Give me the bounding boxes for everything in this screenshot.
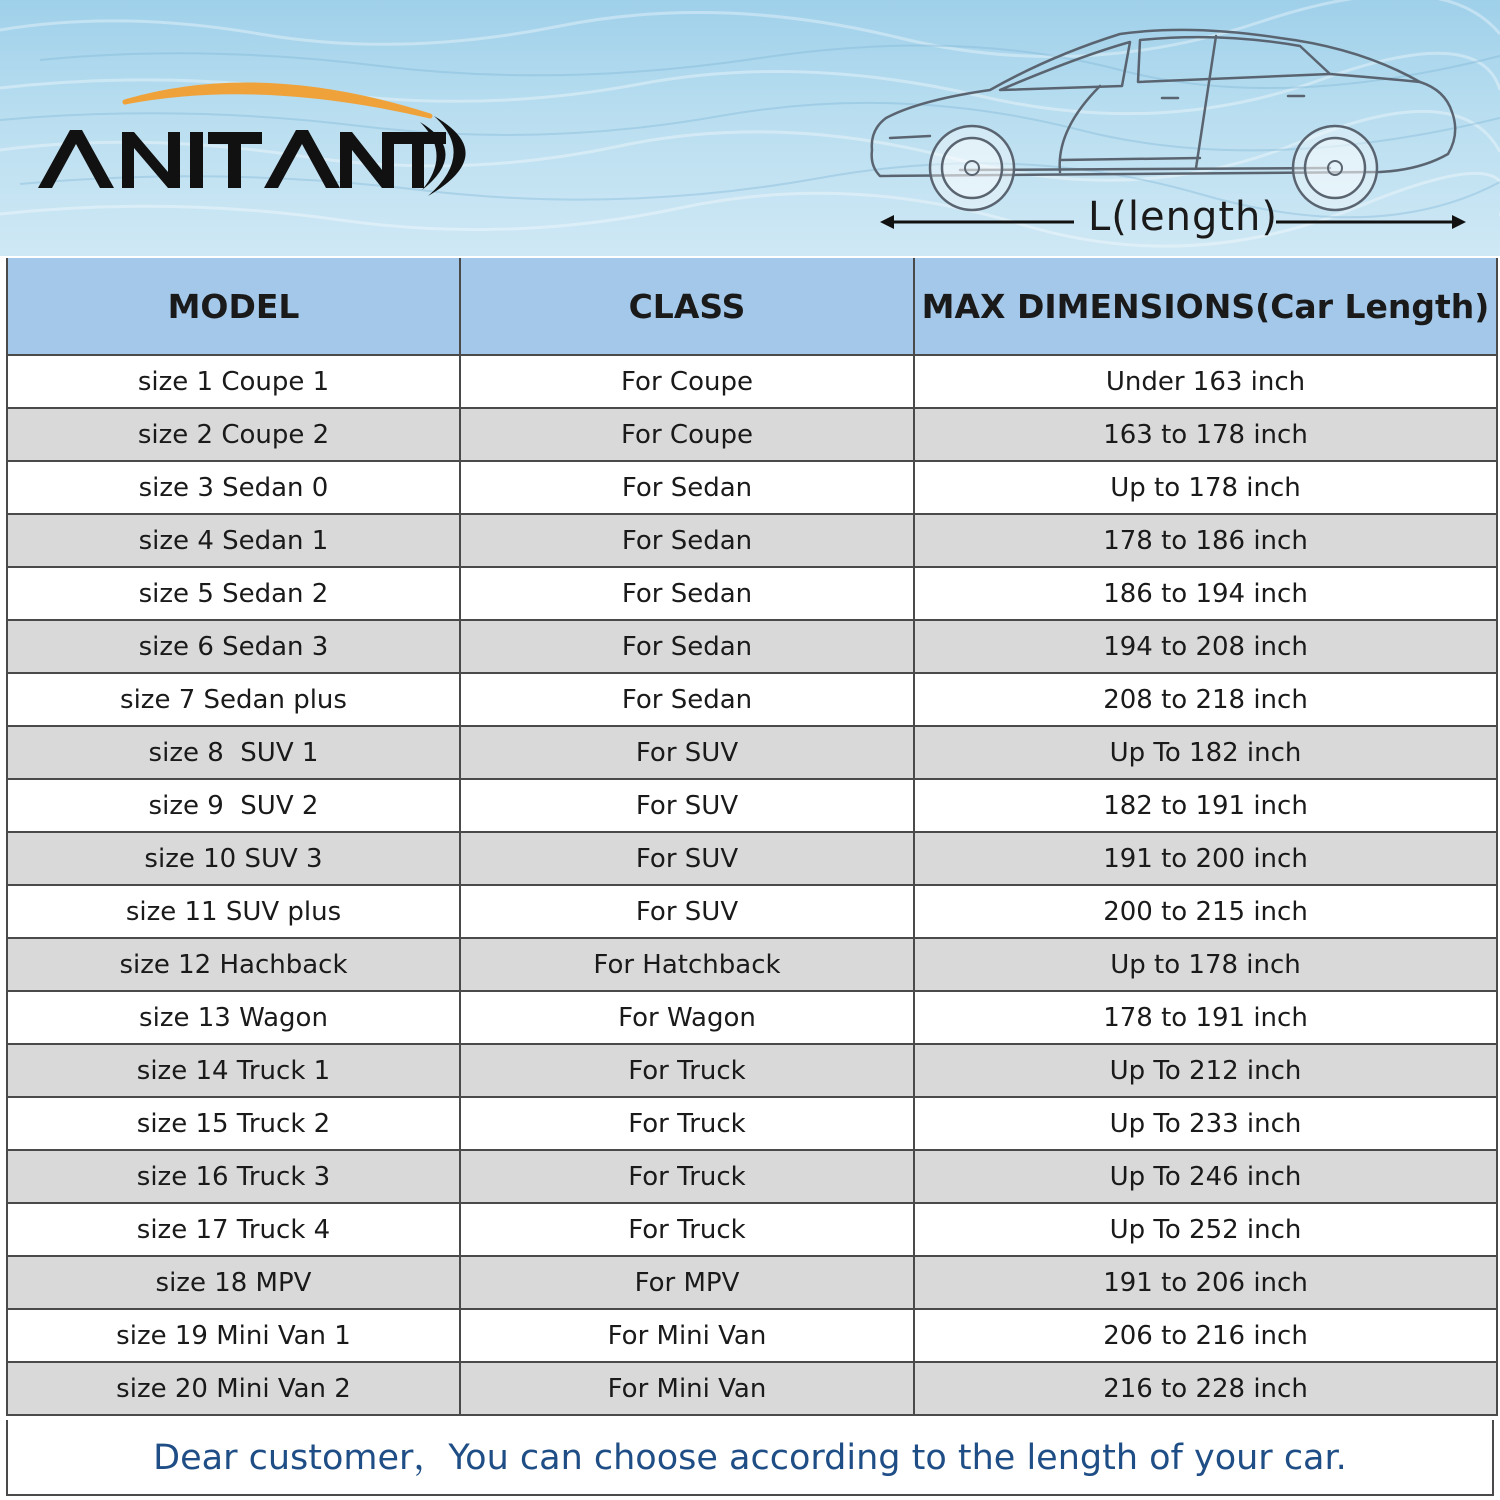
cell-class: For Truck <box>460 1150 914 1203</box>
cell-max-length: 208 to 218 inch <box>914 673 1496 726</box>
table-row <box>8 408 1496 461</box>
length-label: L(length) <box>1088 194 1278 240</box>
cell-class: For Hatchback <box>460 938 914 991</box>
cell-max-length: 182 to 191 inch <box>914 779 1496 832</box>
cell-model: size 10 SUV 3 <box>8 832 460 885</box>
cell-max-length: Up To 233 inch <box>914 1097 1496 1150</box>
cell-max-length: 163 to 178 inch <box>914 408 1496 461</box>
cell-class: For Truck <box>460 1097 914 1150</box>
cell-class: For MPV <box>460 1256 914 1309</box>
cell-model: size 4 Sedan 1 <box>8 514 460 567</box>
cell-max-length: Up To 246 inch <box>914 1150 1496 1203</box>
cell-max-length: Under 163 inch <box>914 355 1496 408</box>
cell-class: For Mini Van <box>460 1309 914 1362</box>
column-header-max-dimensions: MAX DIMENSIONS(Car Length) <box>914 258 1496 355</box>
table-row <box>8 461 1496 514</box>
cell-model: size 1 Coupe 1 <box>8 355 460 408</box>
cell-class: For Sedan <box>460 620 914 673</box>
cell-max-length: 200 to 215 inch <box>914 885 1496 938</box>
cell-model: size 18 MPV <box>8 1256 460 1309</box>
cell-class: For Sedan <box>460 673 914 726</box>
cell-class: For SUV <box>460 726 914 779</box>
table-row <box>8 726 1496 779</box>
cell-model: size 20 Mini Van 2 <box>8 1362 460 1415</box>
cell-class: For SUV <box>460 779 914 832</box>
table-row <box>8 991 1496 1044</box>
table-row <box>8 1097 1496 1150</box>
table-row <box>8 885 1496 938</box>
cell-model: size 13 Wagon <box>8 991 460 1044</box>
cell-max-length: Up to 178 inch <box>914 461 1496 514</box>
cell-class: For Wagon <box>460 991 914 1044</box>
table-row <box>8 938 1496 991</box>
table-row <box>8 514 1496 567</box>
cell-max-length: 191 to 200 inch <box>914 832 1496 885</box>
cell-model: size 15 Truck 2 <box>8 1097 460 1150</box>
cell-class: For Sedan <box>460 461 914 514</box>
cell-class: For Sedan <box>460 514 914 567</box>
cell-class: For Truck <box>460 1044 914 1097</box>
cell-model: size 9 SUV 2 <box>8 779 460 832</box>
cell-max-length: 194 to 208 inch <box>914 620 1496 673</box>
antant-logo <box>30 70 470 200</box>
header-banner <box>0 0 1500 256</box>
cell-class: For SUV <box>460 832 914 885</box>
table-row <box>8 1309 1496 1362</box>
table-row <box>8 567 1496 620</box>
cell-max-length: 216 to 228 inch <box>914 1362 1496 1415</box>
cell-model: size 19 Mini Van 1 <box>8 1309 460 1362</box>
cell-model: size 12 Hachback <box>8 938 460 991</box>
customer-note: Dear customer，You can choose according to the length of your car. <box>6 1420 1494 1496</box>
table-row <box>8 620 1496 673</box>
table-row <box>8 1203 1496 1256</box>
cell-class: For Mini Van <box>460 1362 914 1415</box>
cell-model: size 7 Sedan plus <box>8 673 460 726</box>
table-header-row <box>8 258 1496 355</box>
cell-model: size 2 Coupe 2 <box>8 408 460 461</box>
cell-model: size 6 Sedan 3 <box>8 620 460 673</box>
cell-class: For Sedan <box>460 567 914 620</box>
table-row <box>8 1362 1496 1415</box>
cell-model: size 8 SUV 1 <box>8 726 460 779</box>
cell-max-length: Up To 252 inch <box>914 1203 1496 1256</box>
table-row <box>8 1044 1496 1097</box>
cell-model: size 5 Sedan 2 <box>8 567 460 620</box>
cell-class: For SUV <box>460 885 914 938</box>
cell-max-length: 191 to 206 inch <box>914 1256 1496 1309</box>
cell-max-length: 178 to 191 inch <box>914 991 1496 1044</box>
cell-model: size 14 Truck 1 <box>8 1044 460 1097</box>
cell-class: For Coupe <box>460 355 914 408</box>
cell-max-length: 178 to 186 inch <box>914 514 1496 567</box>
table-row <box>8 1256 1496 1309</box>
cell-max-length: Up To 212 inch <box>914 1044 1496 1097</box>
cell-class: For Truck <box>460 1203 914 1256</box>
cell-max-length: Up To 182 inch <box>914 726 1496 779</box>
cell-model: size 11 SUV plus <box>8 885 460 938</box>
column-header-model: MODEL <box>8 258 460 355</box>
cell-max-length: 186 to 194 inch <box>914 567 1496 620</box>
cell-model: size 16 Truck 3 <box>8 1150 460 1203</box>
size-chart-table <box>6 258 1498 1416</box>
cell-model: size 17 Truck 4 <box>8 1203 460 1256</box>
sedan-side-outline-icon <box>860 20 1480 220</box>
cell-model: size 3 Sedan 0 <box>8 461 460 514</box>
cell-max-length: 206 to 216 inch <box>914 1309 1496 1362</box>
cell-max-length: Up to 178 inch <box>914 938 1496 991</box>
cell-class: For Coupe <box>460 408 914 461</box>
table-row <box>8 673 1496 726</box>
table-row <box>8 355 1496 408</box>
table-row <box>8 832 1496 885</box>
table-row <box>8 779 1496 832</box>
table-row <box>8 1150 1496 1203</box>
column-header-class: CLASS <box>460 258 914 355</box>
